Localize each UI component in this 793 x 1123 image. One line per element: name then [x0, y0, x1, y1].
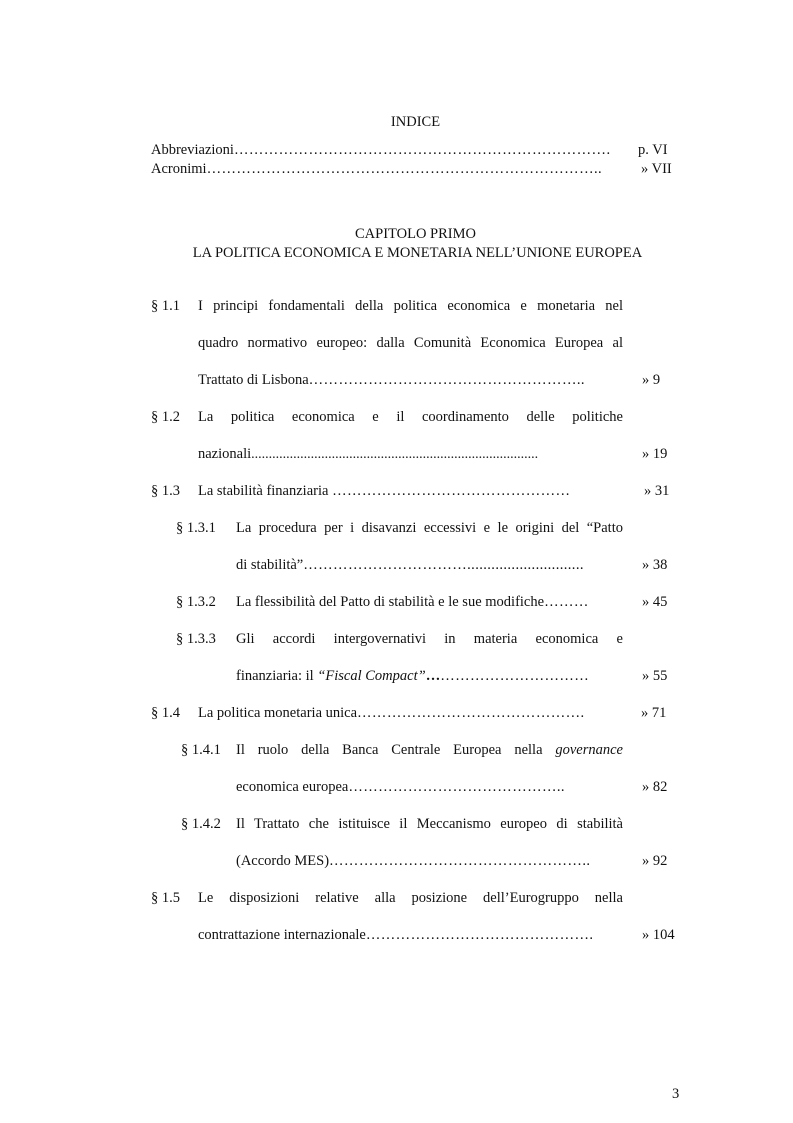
toc-entry-abbreviazioni[interactable] [151, 142, 610, 159]
toc-dots: ………………………………………. [365, 927, 594, 943]
toc-label: La politica monetaria unica [198, 705, 358, 721]
chapter-number: CAPITOLO PRIMO [355, 226, 476, 242]
section-title-line[interactable]: La politica economica e il coordinamento delle politiche [198, 409, 623, 425]
toc-page: » 104 [642, 927, 675, 943]
toc-label: nazionali [198, 446, 252, 462]
toc-label: Trattato di Lisbona [198, 372, 309, 388]
subsection-title-line[interactable]: La procedura per i disavanzi eccessivi e le origini del “Patto [236, 520, 623, 536]
toc-page: » 55 [642, 668, 668, 684]
section-title-line[interactable] [198, 705, 585, 722]
section-number: § 1.2 [151, 409, 180, 425]
toc-entry-acronimi[interactable] [151, 161, 602, 178]
toc-dots: …………………………………………………………………. [233, 142, 611, 158]
toc-page: » 19 [642, 446, 668, 462]
toc-page: » 9 [642, 372, 661, 388]
toc-dots: ………………………… [440, 668, 590, 684]
subsection-number: § 1.4.1 [181, 742, 221, 758]
toc-label: di stabilità” [236, 557, 304, 573]
section-title-line[interactable] [198, 446, 538, 463]
section-number: § 1.5 [151, 890, 180, 906]
subsection-title-line[interactable]: Gli accordi intergovernativi in materia economica e [236, 631, 623, 647]
toc-label-italic: “Fiscal Compact” [317, 668, 426, 684]
section-number: § 1.3 [151, 483, 180, 499]
toc-label: Abbreviazioni [151, 142, 234, 158]
subsection-title-line[interactable] [236, 742, 623, 759]
toc-page: » 38 [642, 557, 668, 573]
toc-label: (Accordo MES) [236, 853, 330, 869]
toc-page: » VII [641, 161, 672, 177]
toc-dots: ……………………………………………….. [308, 372, 585, 388]
subsection-number: § 1.3.1 [176, 520, 216, 536]
toc-label: La stabilità finanziaria [198, 483, 329, 499]
index-title: INDICE [390, 114, 441, 130]
section-title-line[interactable]: Le disposizioni relative alla posizione dell’Eurogruppo nella [198, 890, 623, 906]
toc-page: p. VI [638, 142, 668, 158]
subsection-title-line[interactable] [236, 853, 590, 870]
subsection-title-line[interactable] [236, 779, 565, 796]
section-title-line[interactable]: I principi fondamentali della politica economica e monetaria nel [198, 298, 623, 314]
toc-dots: .................................................................................. [251, 447, 539, 462]
toc-dots: ……………………………............................. [303, 557, 584, 573]
toc-dots: ……… [544, 594, 589, 610]
section-title-line[interactable]: quadro normativo europeo: dalla Comunità Economica Europea al [198, 335, 623, 351]
subsection-number: § 1.3.3 [176, 631, 216, 647]
toc-dots: …………………………………………………………………….. [206, 161, 603, 177]
section-number: § 1.1 [151, 298, 180, 314]
subsection-number: § 1.4.2 [181, 816, 221, 832]
subsection-title-line[interactable] [236, 557, 584, 574]
subsection-title-line[interactable]: Il Trattato che istituisce il Meccanismo europeo di stabilità [236, 816, 623, 832]
toc-page: » 71 [641, 705, 667, 721]
toc-label-bold: … [425, 668, 441, 684]
toc-label: economica europea [236, 779, 349, 795]
subsection-title-line[interactable] [236, 594, 589, 611]
toc-dots: …………………………………………….. [329, 853, 591, 869]
toc-label: Il ruolo della Banca Centrale Europea nella [236, 742, 556, 758]
section-number: § 1.4 [151, 705, 180, 721]
toc-dots: ………………………………………. [357, 705, 585, 721]
toc-page: » 92 [642, 853, 668, 869]
chapter-title: LA POLITICA ECONOMICA E MONETARIA NELL’UNIONE EUROPEA [192, 245, 643, 261]
section-title-line[interactable] [198, 372, 585, 389]
toc-page: » 82 [642, 779, 668, 795]
toc-page: » 45 [642, 594, 668, 610]
subsection-title-line[interactable] [236, 668, 589, 685]
toc-label: finanziaria: il [236, 668, 318, 684]
toc-label: La flessibilità del Patto di stabilità e le sue modifiche [236, 594, 545, 610]
section-title-line[interactable] [198, 927, 593, 944]
toc-label: Acronimi [151, 161, 207, 177]
toc-dots: …………………………………….. [348, 779, 565, 795]
page-number: 3 [672, 1086, 680, 1102]
toc-label: contrattazione internazionale [198, 927, 366, 943]
section-title-line[interactable] [198, 483, 570, 500]
subsection-number: § 1.3.2 [176, 594, 216, 610]
toc-dots: ………………………………………… [332, 483, 571, 499]
toc-page: » 31 [644, 483, 670, 499]
toc-label-italic: governance [555, 742, 623, 758]
